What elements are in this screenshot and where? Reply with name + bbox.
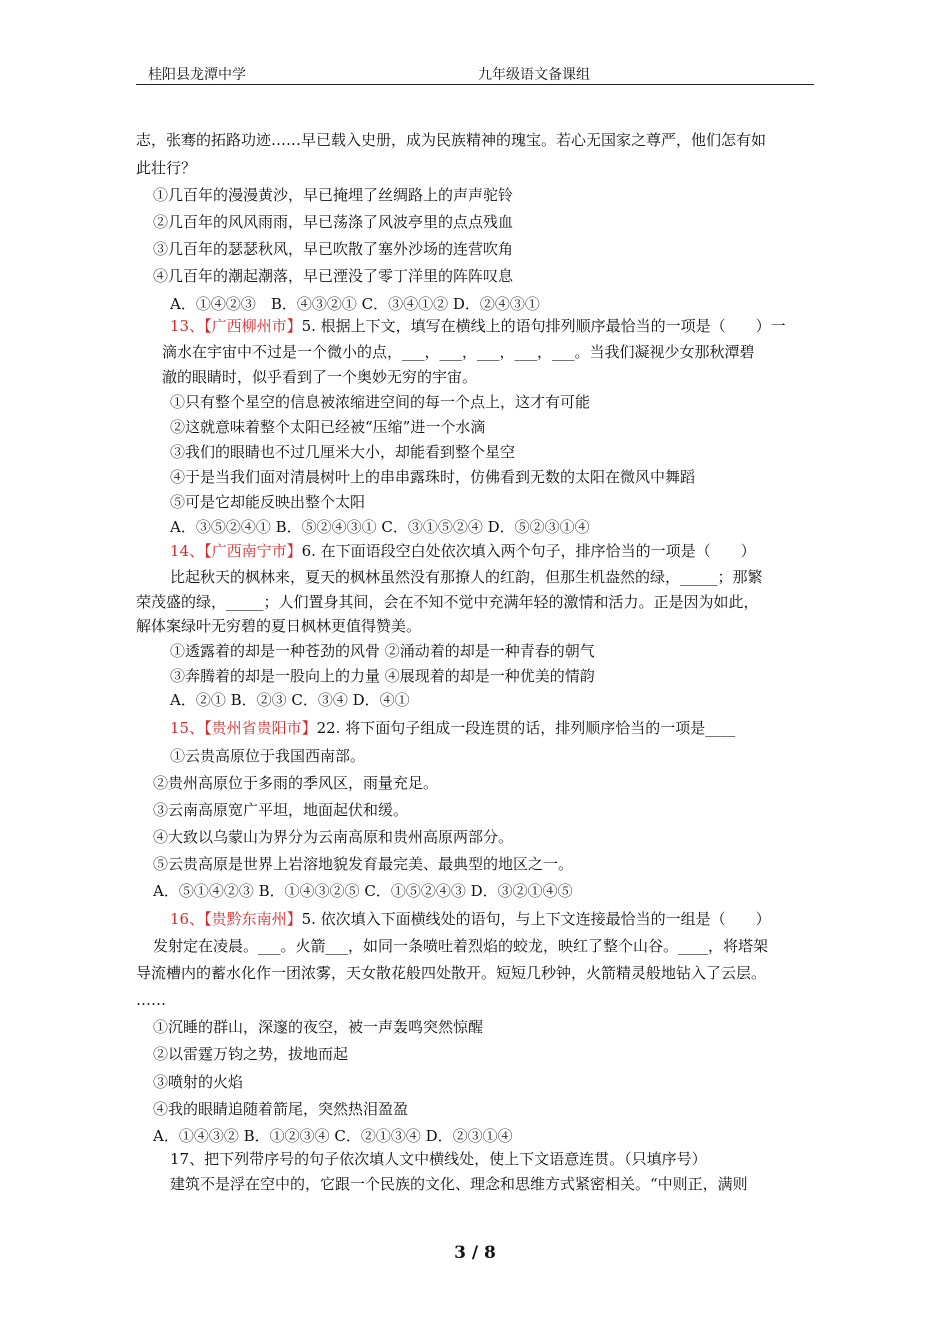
text-line [153, 267, 513, 285]
text-line [153, 1127, 513, 1145]
text-line [153, 1073, 243, 1091]
text-line [136, 593, 759, 611]
line-text: 解体案绿叶无穷碧的夏日枫林更值得赞美。 [136, 617, 422, 635]
line-text: ①透露着的却是一种苍劲的风骨 ②涌动着的却是一种青春的朝气 [170, 642, 595, 660]
text-line [162, 368, 477, 386]
text-line [170, 317, 786, 335]
page-number: 3 / 8 [454, 1243, 496, 1263]
text-line [170, 295, 540, 313]
text-line [170, 642, 595, 660]
line-text: ④几百年的潮起潮落，早已湮没了零丁洋里的阵阵叹息 [153, 267, 514, 285]
text-line [153, 882, 573, 900]
text-line [136, 991, 166, 1009]
line-text: 6. 在下面语段空白处依次填入两个句子，排序恰当的一项是（ ） [301, 542, 756, 560]
line-text: 此壮行？ [136, 159, 197, 177]
line-text: A．⑤①④②③ B．①④③②⑤ C．①⑤②④③ D．③②①④⑤ [153, 882, 573, 900]
line-text: ④大致以乌蒙山为界分为云南高原和贵州高原两部分。 [153, 828, 514, 846]
text-line [136, 964, 766, 982]
text-line [136, 131, 766, 149]
line-text: 22. 将下面句子组成一段连贯的话，排列顺序恰当的一项是____ [316, 719, 736, 737]
question-source-tag: 14、【广西南宁市】 [170, 542, 302, 560]
line-text: ①云贵高原位于我国西南部。 [170, 747, 366, 765]
text-line [170, 393, 590, 411]
text-line [153, 186, 513, 204]
line-text: 滴水在宇宙中不过是一个微小的点，___，___，___，___，___。当我们凝视少女那秋潭碧 [162, 343, 755, 361]
text-line [153, 1045, 348, 1063]
header-school: 桂阳县龙潭中学 [148, 67, 246, 83]
question-source-tag: 15、【贵州省贵阳市】 [170, 719, 317, 737]
line-text: ③我们的眼睛也不过几厘米大小，却能看到整个星空 [170, 443, 516, 461]
text-line [170, 719, 735, 737]
text-line [153, 213, 513, 231]
line-text: A．①④③② B．①②③④ C．②①③④ D．②③①④ [153, 1127, 513, 1145]
question-source-tag: 13、【广西柳州市】 [170, 317, 302, 335]
line-text: ④于是当我们面对清晨树叶上的串串露珠时，仿佛看到无数的太阳在微风中舞蹈 [170, 468, 696, 486]
line-text: ①只有整个星空的信息被浓缩进空间的每一个点上，这才有可能 [170, 393, 591, 411]
text-line [170, 910, 771, 928]
line-text: ④我的眼睛追随着箭尾，突然热泪盈盈 [153, 1100, 409, 1118]
line-text: ②这就意味着整个太阳已经被“压缩”进一个水滴 [170, 418, 486, 436]
text-line [170, 1175, 748, 1193]
line-text: ③喷射的火焰 [153, 1073, 244, 1091]
line-text: 5. 根据上下文，填写在横线上的语句排列顺序最恰当的一项是（ ）一 [301, 317, 786, 335]
text-line [136, 159, 196, 177]
text-line [153, 855, 573, 873]
header-group: 九年级语文备课组 [478, 67, 590, 83]
line-text: ②以雷霆万钧之势，拔地而起 [153, 1045, 349, 1063]
text-line [170, 518, 590, 536]
line-text: A．②① B．②③ C．③④ D．④① [170, 691, 410, 709]
line-text: A．③⑤②④① B．⑤②④③① C．③①⑤②④ D．⑤②③①④ [170, 518, 590, 536]
line-text: ②几百年的风风雨雨，早已荡涤了风波亭里的点点残血 [153, 213, 514, 231]
text-line [170, 468, 695, 486]
text-line [170, 667, 595, 685]
line-text: ⑤可是它却能反映出整个太阳 [170, 493, 366, 511]
line-text: ①沉睡的群山，深邃的夜空，被一声轰鸣突然惊醒 [153, 1018, 484, 1036]
line-text: 建筑不是浮在空中的，它跟一个民族的文化、理念和思维方式紧密相关。“中则正，满则 [170, 1175, 748, 1193]
line-text: ⑤云贵高原是世界上岩溶地貌发育最完美、最典型的地区之一。 [153, 855, 574, 873]
text-line [153, 774, 438, 792]
header-rule [136, 84, 814, 85]
line-text: ②贵州高原位于多雨的季风区，雨量充足。 [153, 774, 439, 792]
text-line [162, 343, 755, 361]
line-text: ③奔腾着的却是一股向上的力量 ④展现着的却是一种优美的情韵 [170, 667, 595, 685]
line-text: ③云南高原宽广平坦，地面起伏和缓。 [153, 801, 409, 819]
text-line [153, 801, 408, 819]
line-text: 17、把下列带序号的句子依次填人文中横线处，使上下文语意连贯。（只填序号） [170, 1150, 707, 1168]
line-text: 志，张骞的拓路功迹……早已载入史册，成为民族精神的瑰宝。若心无国家之尊严，他们怎有如 [136, 131, 767, 149]
line-text: ①几百年的漫漫黄沙，早已掩埋了丝绸路上的声声驼铃 [153, 186, 514, 204]
line-text: 发射定在凌晨。___。火箭___，如同一条喷吐着烈焰的蛟龙，映红了整个山谷。____，将塔架 [153, 937, 769, 955]
text-line [153, 828, 513, 846]
text-line [170, 443, 515, 461]
text-line [170, 568, 763, 586]
text-line [136, 617, 421, 635]
line-text: 比起秋天的枫林来，夏天的枫林虽然没有那撩人的红韵，但那生机盎然的绿，_____；那繁 [170, 568, 763, 586]
line-text: 荣茂盛的绿，_____；人们置身其间，会在不知不觉中充满年轻的激情和活力。正是因为如此， [136, 593, 759, 611]
text-line [153, 1100, 408, 1118]
text-line [170, 493, 365, 511]
text-line [170, 542, 756, 560]
text-line [153, 240, 513, 258]
text-line [170, 1150, 707, 1168]
text-line [170, 691, 410, 709]
line-text: 5. 依次填入下面横线处的语句，与上下文连接最恰当的一组是（ ） [301, 910, 771, 928]
text-line [170, 747, 365, 765]
line-text: …… [136, 991, 166, 1009]
line-text: ③几百年的瑟瑟秋风，早已吹散了塞外沙场的连营吹角 [153, 240, 514, 258]
question-source-tag: 16、【贵黔东南州】 [170, 910, 302, 928]
line-text: 导流槽内的蓄水化作一团浓雾，天女散花般四处散开。短短几秒钟，火箭精灵般地钻入了云层。 [136, 964, 767, 982]
line-text: A．①④②③ B．④③②① C．③④①② D．②④③① [170, 295, 540, 313]
text-line [153, 1018, 483, 1036]
text-line [170, 418, 485, 436]
text-line [153, 937, 768, 955]
line-text: 澈的眼睛时，似乎看到了一个奥妙无穷的宇宙。 [162, 368, 478, 386]
